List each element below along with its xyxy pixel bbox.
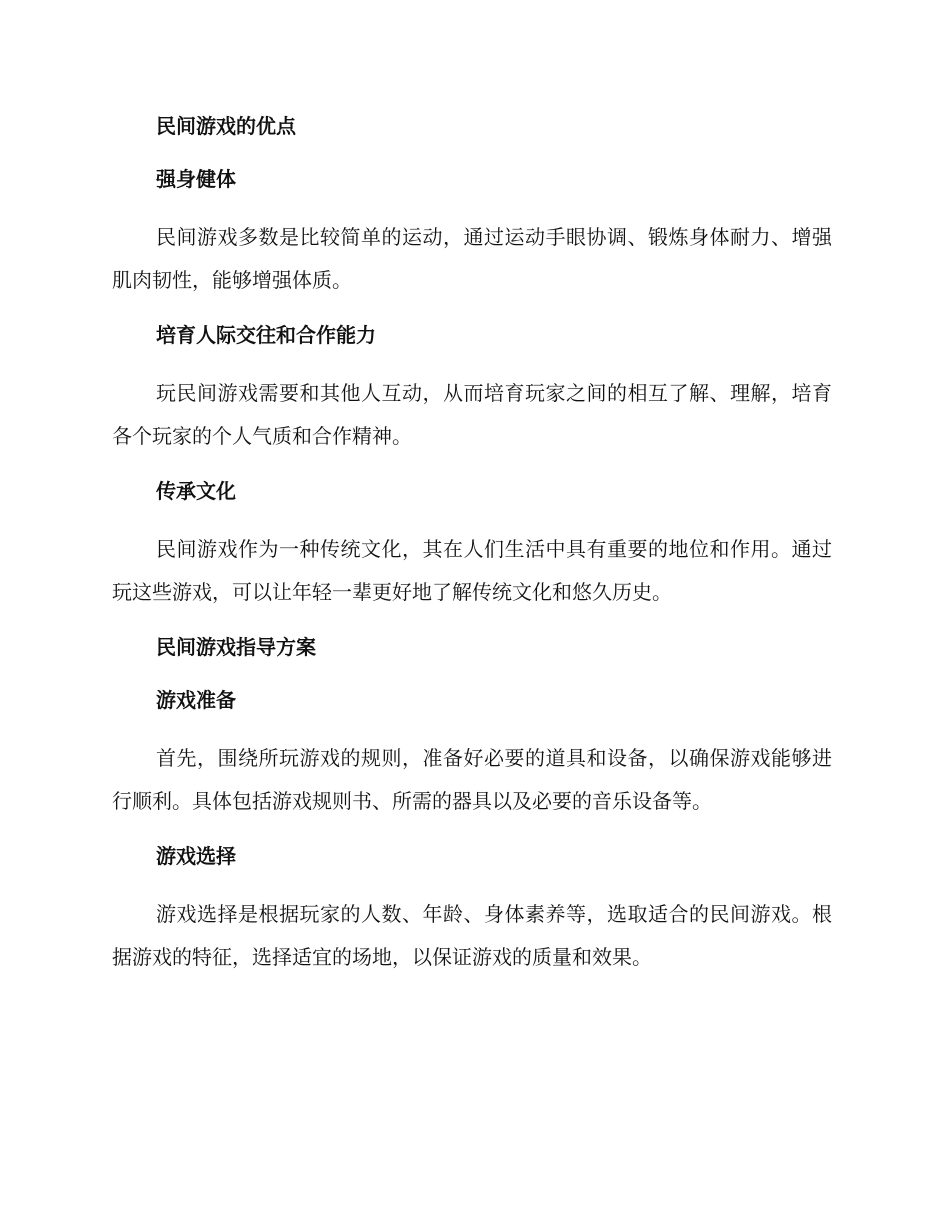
paragraph-preparation: 首先，围绕所玩游戏的规则，准备好必要的道具和设备，以确保游戏能够进行顺利。具体包括游戏规则书、所需的器具以及必要的音乐设备等。 <box>112 746 832 813</box>
heading-fitness: 强身健体 <box>156 167 236 191</box>
heading-culture: 传承文化 <box>156 479 236 503</box>
heading-advantages: 民间游戏的优点 <box>156 114 296 138</box>
heading-social: 培育人际交往和合作能力 <box>156 323 376 347</box>
paragraph-social: 玩民间游戏需要和其他人互动，从而培育玩家之间的相互了解、理解，培育各个玩家的个人气质和合作精神。 <box>112 381 832 448</box>
paragraph-fitness: 民间游戏多数是比较简单的运动，通过运动手眼协调、锻炼身体耐力、增强肌肉韧性，能够增强体质。 <box>112 225 832 292</box>
heading-selection: 游戏选择 <box>156 844 236 868</box>
heading-preparation: 游戏准备 <box>156 688 236 712</box>
paragraph-culture: 民间游戏作为一种传统文化，其在人们生活中具有重要的地位和作用。通过玩这些游戏，可以让年轻一辈更好地了解传统文化和悠久历史。 <box>112 537 832 604</box>
heading-guidance: 民间游戏指导方案 <box>156 635 316 659</box>
document-content <box>112 110 832 996</box>
paragraph-selection: 游戏选择是根据玩家的人数、年龄、身体素养等，选取适合的民间游戏。根据游戏的特征，选择适宜的场地，以保证游戏的质量和效果。 <box>112 902 832 969</box>
